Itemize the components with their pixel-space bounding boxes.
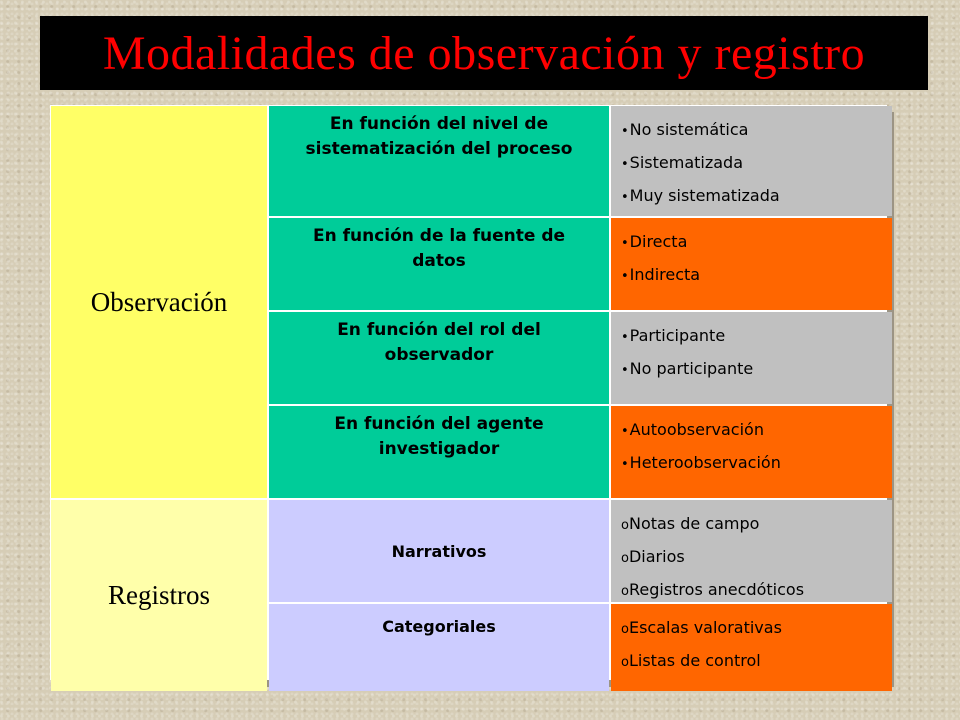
option-label: Registros anecdóticos [628,580,805,599]
option-item [621,645,886,678]
option-item [621,414,886,447]
modalities-table [50,105,887,680]
option-label: Notas de campo [628,514,760,533]
option-label: Participante [629,326,726,345]
bullet-icon: • [621,157,629,172]
option-item [621,259,886,292]
bullet-icon: • [621,424,629,439]
category-registros: Registros [51,500,267,691]
criterion-agente-investigador: En función del agente investigador [269,406,609,498]
option-item [621,147,886,180]
options-narrativos [611,500,892,602]
bullet-icon: • [621,190,629,205]
options-sistematizacion [611,106,892,216]
option-item [621,447,886,480]
bullet-icon: • [621,236,629,251]
slide-title: Modalidades de observación y registro [102,26,866,80]
option-item [621,508,886,541]
option-item [621,226,886,259]
bullet-icon: o [621,655,629,670]
option-item [621,114,886,147]
option-label: Diarios [628,547,685,566]
option-label: Heteroobservación [629,453,781,472]
option-label: Escalas valorativas [628,618,782,637]
bullet-icon: o [621,584,629,599]
criterion-narrativos: Narrativos [269,500,609,602]
options-rol-observador [611,312,892,404]
option-item [621,353,886,386]
option-item [621,574,886,602]
option-item [621,180,886,213]
option-item [621,541,886,574]
option-label: Autoobservación [629,420,764,439]
criterion-sistematizacion: En función del nivel de sistematización del proceso [269,106,609,216]
option-label: Indirecta [629,265,701,284]
criterion-fuente-datos: En función de la fuente de datos [269,218,609,310]
title-bar [40,16,928,90]
option-item [621,320,886,353]
bullet-icon: • [621,269,629,284]
option-label: Listas de control [628,651,761,670]
bullet-icon: o [621,622,629,637]
option-label: Directa [629,232,688,251]
criterion-rol-observador: En función del rol del observador [269,312,609,404]
criterion-categoriales: Categoriales [269,604,609,691]
options-fuente-datos [611,218,892,310]
option-label: Sistematizada [629,153,743,172]
bullet-icon: • [621,124,629,139]
category-observacion: Observación [51,106,267,498]
options-agente-investigador [611,406,892,498]
option-label: Muy sistematizada [629,186,780,205]
bullet-icon: o [621,551,629,566]
bullet-icon: • [621,363,629,378]
option-label: No sistemática [629,120,749,139]
bullet-icon: o [621,518,629,533]
bullet-icon: • [621,457,629,472]
options-categoriales [611,604,892,691]
option-label: No participante [629,359,754,378]
bullet-icon: • [621,330,629,345]
option-item [621,612,886,645]
